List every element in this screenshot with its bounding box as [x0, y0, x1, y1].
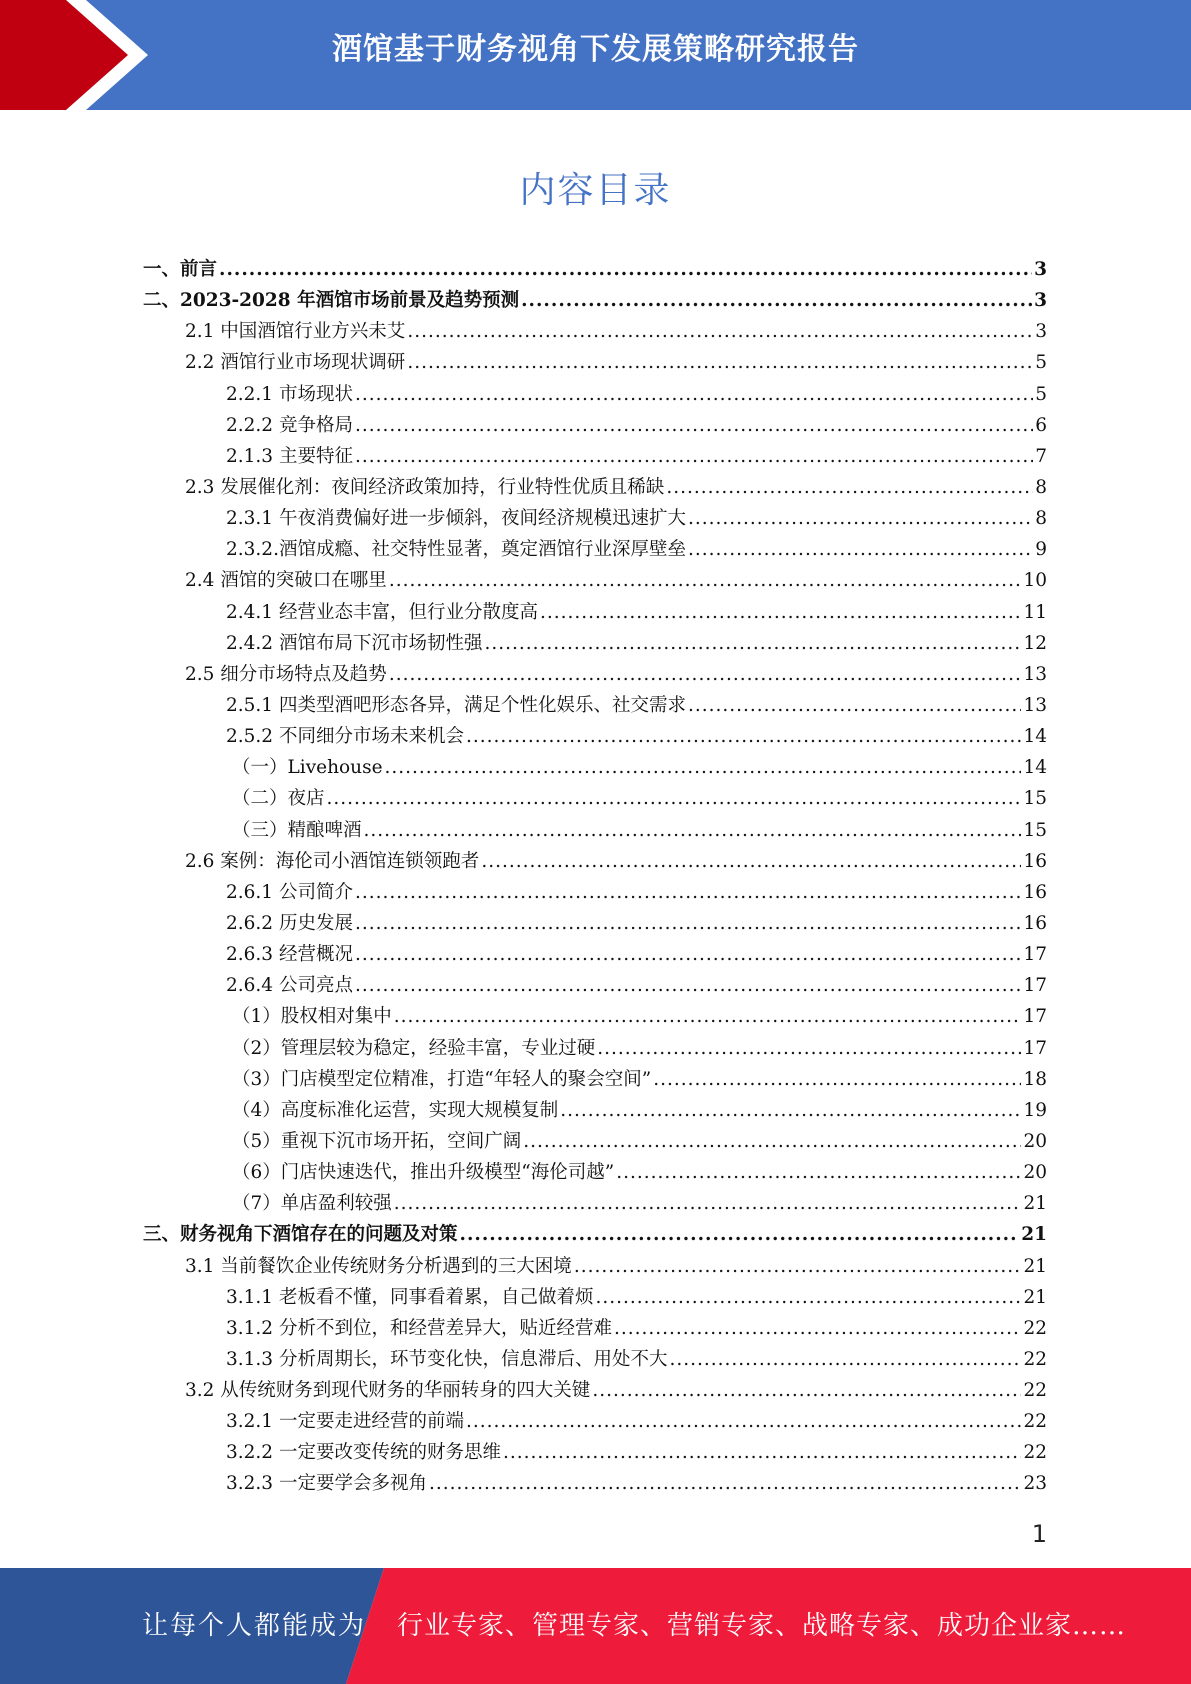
toc-dot-leader: [429, 1468, 1021, 1499]
toc-entry-page: 16: [1023, 850, 1047, 872]
toc-entry[interactable]: [143, 628, 1047, 659]
toc-entry[interactable]: [143, 1282, 1047, 1313]
toc-dot-leader: [688, 534, 1033, 565]
toc-dot-leader: [407, 316, 1033, 347]
toc-entry-page: 6: [1035, 414, 1047, 436]
toc-entry-title: 2.3 发展催化剂：夜间经济政策加持，行业特性优质且稀缺: [185, 476, 665, 498]
toc-entry-page: 20: [1023, 1130, 1047, 1152]
table-of-contents: [143, 254, 1047, 1500]
toc-dot-leader: [688, 503, 1033, 534]
toc-entry-page: 3: [1035, 321, 1047, 343]
toc-title: 内容目录: [519, 170, 672, 211]
toc-entry-page: 15: [1023, 788, 1047, 810]
toc-entry-page: 14: [1023, 757, 1047, 779]
toc-entry-page: 11: [1023, 601, 1047, 623]
toc-entry-page: 19: [1023, 1099, 1047, 1121]
toc-entry[interactable]: [143, 1064, 1047, 1095]
toc-entry[interactable]: [143, 908, 1047, 939]
page-number: 1: [1031, 1520, 1047, 1548]
toc-entry[interactable]: [143, 347, 1047, 378]
toc-entry-page: 13: [1023, 694, 1047, 716]
page-footer: [0, 1568, 1191, 1684]
toc-entry[interactable]: [143, 285, 1047, 316]
toc-dot-leader: [523, 1126, 1021, 1157]
toc-entry[interactable]: [143, 1344, 1047, 1375]
toc-entry-title: （7）单店盈利较强: [232, 1193, 392, 1215]
toc-entry-title: （6）门店快速迭代，推出升级模型“海伦司越”: [232, 1162, 615, 1184]
toc-entry-page: 5: [1035, 383, 1047, 405]
toc-dot-leader: [614, 1313, 1021, 1344]
toc-dot-leader: [327, 783, 1022, 814]
toc-entry-page: 16: [1023, 881, 1047, 903]
toc-entry-page: 22: [1023, 1442, 1047, 1464]
toc-dot-leader: [521, 285, 1032, 316]
toc-entry-title: （三）精酿啤酒: [232, 819, 362, 841]
toc-entry[interactable]: [143, 254, 1047, 285]
toc-entry-title: 3.2.2 一定要改变传统的财务思维: [226, 1442, 501, 1464]
toc-entry-title: 2.5.2 不同细分市场未来机会: [226, 726, 464, 748]
toc-dot-leader: [355, 877, 1022, 908]
toc-entry-title: （3）门店模型定位精准，打造“年轻人的聚会空间”: [232, 1068, 652, 1090]
toc-entry-title: 3.1.3 分析周期长，环节变化快，信息滞后、用处不大: [226, 1348, 668, 1370]
toc-entry-page: 17: [1023, 975, 1047, 997]
toc-entry[interactable]: [143, 1406, 1047, 1437]
toc-dot-leader: [389, 565, 1022, 596]
toc-entry-title: 2.6.1 公司简介: [226, 881, 353, 903]
toc-dot-leader: [595, 1282, 1021, 1313]
toc-dot-leader: [394, 1188, 1022, 1219]
toc-entry-title: 三、财务视角下酒馆存在的问题及对策: [143, 1224, 458, 1246]
toc-entry-title: 2.2 酒馆行业市场现状调研: [185, 352, 406, 374]
page-header: [0, 0, 1191, 110]
toc-dot-leader: [669, 1344, 1021, 1375]
toc-entry-title: 3.2.1 一定要走进经营的前端: [226, 1411, 464, 1433]
toc-entry[interactable]: [143, 441, 1047, 472]
toc-entry-title: （5）重视下沉市场开拓，空间广阔: [232, 1130, 522, 1152]
toc-dot-leader: [355, 379, 1033, 410]
toc-dot-leader: [355, 410, 1033, 441]
toc-entry[interactable]: [143, 1001, 1047, 1032]
toc-entry-title: 2.6.2 历史发展: [226, 912, 353, 934]
toc-entry[interactable]: [143, 939, 1047, 970]
toc-entry-page: 8: [1035, 508, 1047, 530]
toc-dot-leader: [592, 1375, 1021, 1406]
toc-entry[interactable]: [143, 503, 1047, 534]
toc-entry[interactable]: [143, 472, 1047, 503]
toc-dot-leader: [466, 1406, 1021, 1437]
toc-dot-leader: [481, 846, 1021, 877]
toc-entry[interactable]: [143, 1126, 1047, 1157]
toc-entry[interactable]: [143, 877, 1047, 908]
toc-entry[interactable]: [143, 752, 1047, 783]
toc-entry-title: 2.4 酒馆的突破口在哪里: [185, 570, 387, 592]
toc-dot-leader: [355, 939, 1022, 970]
toc-entry-title: 2.6 案例：海伦司小酒馆连锁领跑者: [185, 850, 480, 872]
toc-entry-title: 2.3.1 午夜消费偏好进一步倾斜，夜间经济规模迅速扩大: [226, 508, 686, 530]
toc-entry-page: 21: [1021, 1224, 1047, 1246]
toc-dot-leader: [666, 472, 1033, 503]
toc-dot-leader: [574, 1251, 1022, 1282]
toc-entry[interactable]: [143, 1095, 1047, 1126]
toc-entry[interactable]: [143, 1157, 1047, 1188]
toc-entry-page: 22: [1023, 1380, 1047, 1402]
toc-dot-leader: [688, 690, 1021, 721]
toc-entry-title: （1）股权相对集中: [232, 1006, 392, 1028]
toc-entry[interactable]: [143, 815, 1047, 846]
toc-entry-title: 2.3.2.酒馆成瘾、社交特性显著，奠定酒馆行业深厚壁垒: [226, 539, 686, 561]
toc-entry-title: 2.1 中国酒馆行业方兴未艾: [185, 321, 406, 343]
toc-dot-leader: [540, 597, 1021, 628]
toc-entry[interactable]: [143, 379, 1047, 410]
toc-dot-leader: [503, 1437, 1021, 1468]
toc-entry[interactable]: [143, 1033, 1047, 1064]
toc-entry-title: 2.4.2 酒馆布局下沉市场韧性强: [226, 632, 483, 654]
toc-entry-page: 22: [1023, 1348, 1047, 1370]
toc-entry-page: 12: [1023, 632, 1047, 654]
toc-entry-title: 3.1 当前餐饮企业传统财务分析遇到的三大困境: [185, 1255, 572, 1277]
toc-entry[interactable]: [143, 1468, 1047, 1499]
toc-entry-title: （一）Livehouse: [232, 757, 383, 779]
toc-entry[interactable]: [143, 534, 1047, 565]
toc-entry-title: 2.2.1 市场现状: [226, 383, 353, 405]
toc-entry-page: 3: [1034, 290, 1047, 312]
toc-entry-page: 9: [1035, 539, 1047, 561]
toc-entry-page: 13: [1023, 663, 1047, 685]
toc-entry-page: 8: [1035, 476, 1047, 498]
toc-entry[interactable]: [143, 846, 1047, 877]
toc-entry[interactable]: [143, 316, 1047, 347]
toc-entry[interactable]: [143, 410, 1047, 441]
toc-dot-leader: [394, 1001, 1022, 1032]
toc-entry-title: 3.1.2 分析不到位，和经营差异大，贴近经营难: [226, 1317, 612, 1339]
toc-dot-leader: [597, 1033, 1021, 1064]
toc-entry-page: 16: [1023, 912, 1047, 934]
toc-entry[interactable]: [143, 783, 1047, 814]
toc-entry-page: 7: [1035, 445, 1047, 467]
toc-entry[interactable]: [143, 721, 1047, 752]
toc-entry[interactable]: [143, 565, 1047, 596]
toc-dot-leader: [355, 441, 1033, 472]
header-title: 酒馆基于财务视角下发展策略研究报告: [332, 32, 859, 67]
toc-entry-title: 2.4.1 经营业态丰富，但行业分散度高: [226, 601, 538, 623]
toc-entry-page: 18: [1023, 1068, 1047, 1090]
toc-dot-leader: [364, 815, 1022, 846]
toc-entry[interactable]: [143, 970, 1047, 1001]
toc-entry-page: 17: [1023, 944, 1047, 966]
toc-entry-page: 3: [1034, 259, 1047, 280]
toc-entry-page: 21: [1023, 1286, 1047, 1308]
toc-dot-leader: [484, 628, 1021, 659]
toc-dot-leader: [407, 347, 1033, 378]
toc-entry-title: 3.2.3 一定要学会多视角: [226, 1473, 427, 1495]
toc-entry-title: （2）管理层较为稳定，经验丰富，专业过硬: [232, 1037, 596, 1059]
toc-dot-leader: [355, 908, 1022, 939]
toc-entry-page: 10: [1023, 570, 1047, 592]
toc-entry[interactable]: [143, 1437, 1047, 1468]
toc-dot-leader: [389, 659, 1022, 690]
toc-entry-title: 2.6.4 公司亮点: [226, 975, 353, 997]
toc-entry[interactable]: [143, 1251, 1047, 1282]
toc-entry-title: 2.5.1 四类型酒吧形态各异，满足个性化娱乐、社交需求: [226, 694, 686, 716]
toc-entry-page: 17: [1023, 1006, 1047, 1028]
toc-entry-title: （4）高度标准化运营，实现大规模复制: [232, 1099, 559, 1121]
toc-dot-leader: [219, 254, 1032, 285]
toc-entry[interactable]: [143, 1219, 1047, 1250]
toc-dot-leader: [355, 970, 1022, 1001]
toc-entry[interactable]: [143, 597, 1047, 628]
toc-dot-leader: [466, 721, 1021, 752]
toc-entry-page: 22: [1023, 1317, 1047, 1339]
footer-slogan-right: 行业专家、管理专家、营销专家、战略专家、成功企业家……: [397, 1611, 1127, 1641]
toc-entry-title: 一、前言: [143, 259, 218, 280]
toc-entry[interactable]: [143, 690, 1047, 721]
toc-entry-page: 22: [1023, 1411, 1047, 1433]
toc-entry-title: 二、2023-2028 年酒馆市场前景及趋势预测: [143, 290, 520, 312]
toc-entry-title: 2.1.3 主要特征: [226, 445, 353, 467]
toc-entry-title: 3.1.1 老板看不懂，同事看着累，自己做着烦: [226, 1286, 594, 1308]
toc-dot-leader: [460, 1219, 1020, 1250]
toc-entry[interactable]: [143, 1188, 1047, 1219]
toc-entry-page: 15: [1023, 819, 1047, 841]
toc-dot-leader: [385, 752, 1022, 783]
toc-entry-page: 17: [1023, 1037, 1047, 1059]
toc-entry-page: 23: [1023, 1473, 1047, 1495]
toc-dot-leader: [653, 1064, 1021, 1095]
toc-dot-leader: [560, 1095, 1021, 1126]
toc-entry-page: 21: [1023, 1255, 1047, 1277]
toc-entry[interactable]: [143, 659, 1047, 690]
toc-entry-title: 2.5 细分市场特点及趋势: [185, 663, 387, 685]
toc-entry-page: 20: [1023, 1162, 1047, 1184]
footer-slogan-left: 让每个人都能成为: [142, 1611, 367, 1641]
toc-entry-page: 14: [1023, 726, 1047, 748]
toc-entry-title: （二）夜店: [232, 788, 325, 810]
toc-entry-title: 2.2.2 竞争格局: [226, 414, 353, 436]
toc-entry-page: 21: [1023, 1193, 1047, 1215]
toc-entry-title: 3.2 从传统财务到现代财务的华丽转身的四大关键: [185, 1380, 591, 1402]
toc-entry[interactable]: [143, 1313, 1047, 1344]
toc-entry-page: 5: [1035, 352, 1047, 374]
toc-entry[interactable]: [143, 1375, 1047, 1406]
toc-entry-title: 2.6.3 经营概况: [226, 944, 353, 966]
toc-dot-leader: [616, 1157, 1021, 1188]
